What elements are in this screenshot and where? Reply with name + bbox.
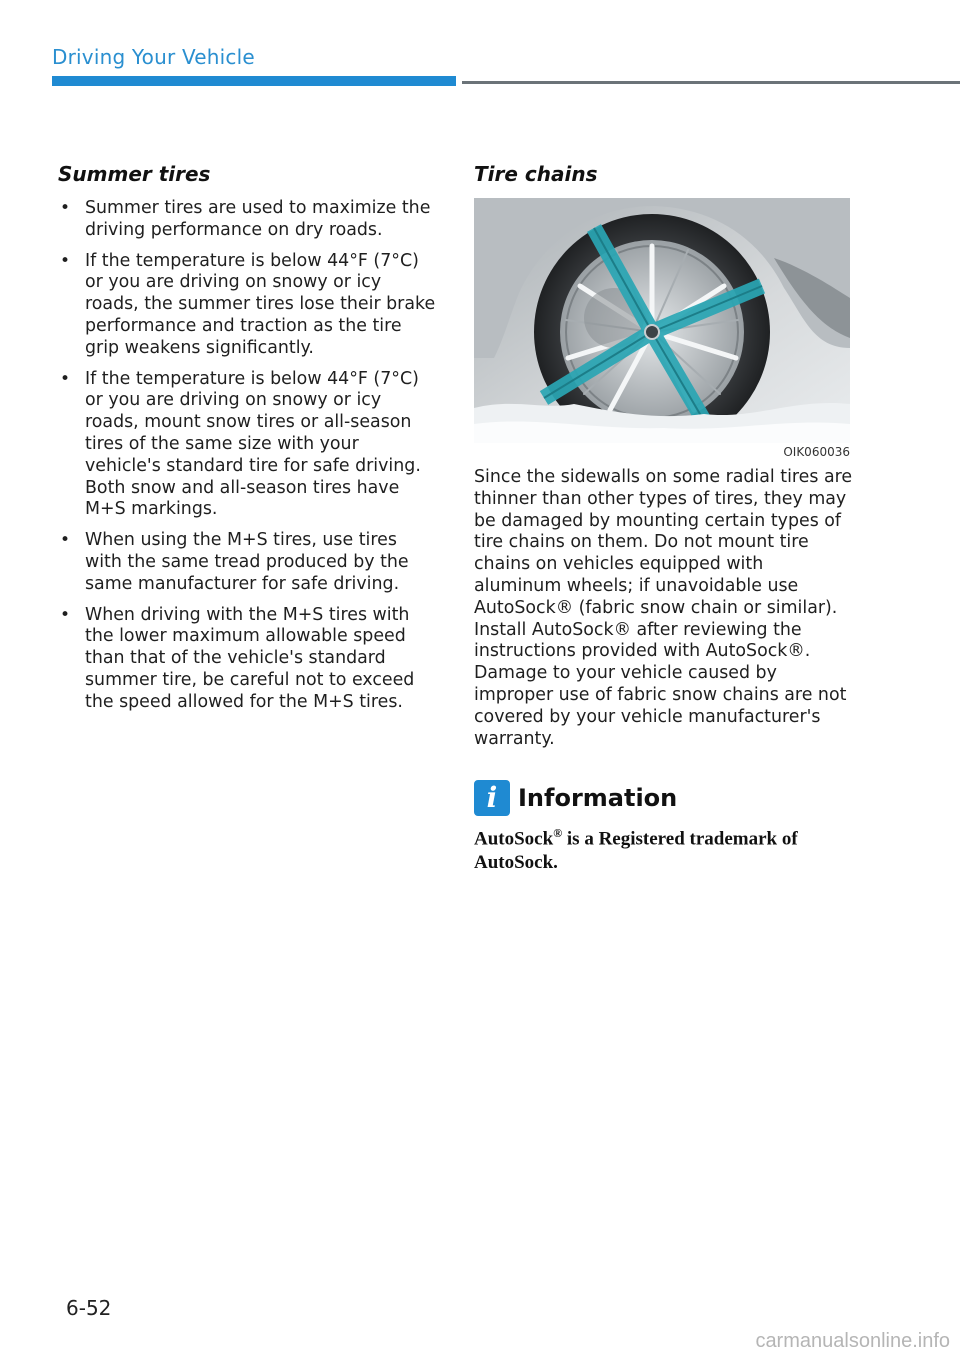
tire-chains-heading: Tire chains	[474, 162, 598, 186]
header-rule	[462, 81, 960, 84]
watermark: carmanualsonline.info	[755, 1330, 950, 1352]
list-item-text: If the temperature is below 44°F (7°C) or you are driving on snowy or icy roads, the summer tires lose their brake performance and traction as the tire grip weakens significantly.	[85, 250, 436, 358]
wheel-with-chain-drawing	[474, 198, 850, 443]
right-column	[474, 160, 854, 874]
list-item-text: If the temperature is below 44°F (7°C) or you are driving on snowy or icy roads, mount snow tires or all-season tires of the same size with your vehicle's standard tire for safe driving. Both snow and all-season tires have M+S markings.	[85, 368, 421, 520]
list-item	[58, 198, 438, 242]
left-column	[58, 160, 438, 723]
section-title: Driving Your Vehicle	[52, 45, 255, 69]
summer-tires-list	[58, 198, 438, 714]
information-header	[474, 780, 854, 816]
list-item-text: When using the M+S tires, use tires with the same tread produced by the same manufacturer for safe driving.	[85, 530, 409, 594]
list-item	[58, 605, 438, 714]
bullet-icon: •	[60, 198, 71, 218]
registered-mark: ®	[553, 826, 563, 841]
list-item	[58, 251, 438, 360]
summer-tires-heading: Summer tires	[58, 162, 211, 186]
bullet-icon: •	[60, 368, 71, 389]
page-number: 6-52	[66, 1296, 112, 1320]
header-accent-bar	[52, 76, 456, 86]
information-text	[474, 822, 854, 873]
list-item-text: When driving with the M+S tires with the lower maximum allowable speed than that of the vehicle's standard summer tire, be careful not to exceed the speed allowed for the M+S tires.	[85, 604, 415, 712]
info-icon: i	[474, 780, 510, 816]
list-item-text: Summer tires are used to maximize the driving performance on dry roads.	[85, 198, 431, 240]
bullet-icon: •	[60, 250, 71, 271]
bullet-icon: •	[60, 604, 71, 625]
info-text-brand: AutoSock	[474, 828, 554, 850]
information-title: Information	[518, 784, 678, 813]
tire-chains-paragraph: Since the sidewalls on some radial tires are thinner than other types of tires, they may be damaged by mounting certain types of tire chains on them. Do not mount tire chains on vehicles equipped with aluminum wheels; if unavoidable use AutoSock® (fabric snow chain or similar). Install AutoSock® after reviewing the instructions provided with AutoSock®. Damage to your vehicle caused by improper use of fabric snow chains are not covered by your vehicle manufacturer's warranty.	[474, 467, 853, 749]
list-item	[58, 369, 438, 522]
figure-code: OIK060036	[783, 445, 850, 459]
bullet-icon: •	[60, 530, 71, 551]
info-text-rest: is a Registered trademark of AutoSock.	[474, 828, 798, 873]
list-item	[58, 530, 438, 595]
tire-chain-illustration	[474, 198, 850, 443]
